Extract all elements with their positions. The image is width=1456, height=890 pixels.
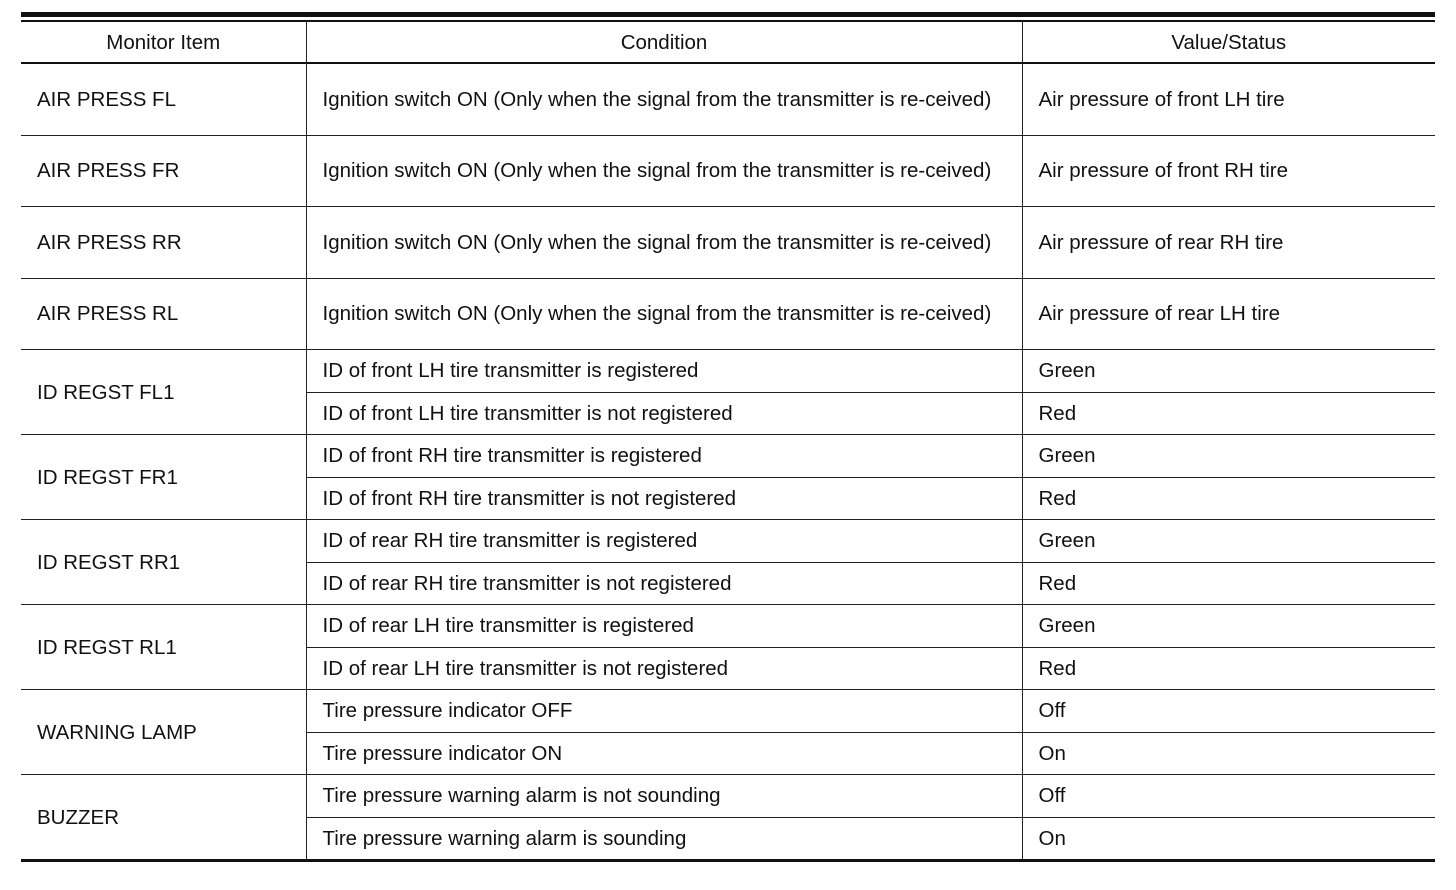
condition-cell: Ignition switch ON (Only when the signal from the transmitter is re-ceived) [306, 63, 1022, 135]
value-status-cell: Air pressure of rear RH tire [1022, 207, 1435, 279]
value-status-cell: Off [1022, 775, 1435, 818]
monitor-item-cell: ID REGST RR1 [21, 520, 306, 605]
table-row [21, 690, 1435, 733]
condition-cell: Ignition switch ON (Only when the signal from the transmitter is re-ceived) [306, 278, 1022, 350]
monitor-item-cell: ID REGST FR1 [21, 435, 306, 520]
value-status-cell: On [1022, 732, 1435, 775]
table-row [21, 63, 1435, 135]
condition-cell: ID of rear RH tire transmitter is registered [306, 520, 1022, 563]
table-row [21, 278, 1435, 350]
table-row [21, 775, 1435, 818]
document-page [21, 12, 1435, 862]
condition-cell: ID of front LH tire transmitter is not registered [306, 392, 1022, 435]
value-status-cell: Air pressure of front LH tire [1022, 63, 1435, 135]
value-status-cell: Red [1022, 477, 1435, 520]
condition-cell: ID of rear LH tire transmitter is registered [306, 605, 1022, 648]
monitor-item-table [21, 20, 1435, 862]
value-status-cell: On [1022, 817, 1435, 861]
monitor-item-cell: ID REGST RL1 [21, 605, 306, 690]
condition-cell: ID of rear LH tire transmitter is not registered [306, 647, 1022, 690]
value-status-cell: Red [1022, 392, 1435, 435]
table-row [21, 135, 1435, 207]
condition-cell: ID of front RH tire transmitter is registered [306, 435, 1022, 478]
monitor-item-cell: BUZZER [21, 775, 306, 861]
table-header-row [21, 21, 1435, 63]
value-status-cell: Air pressure of front RH tire [1022, 135, 1435, 207]
condition-cell: Tire pressure warning alarm is sounding [306, 817, 1022, 861]
monitor-item-cell: AIR PRESS FL [21, 63, 306, 135]
condition-cell: ID of front RH tire transmitter is not registered [306, 477, 1022, 520]
header-monitor-item: Monitor Item [21, 21, 306, 63]
monitor-item-cell: AIR PRESS RL [21, 278, 306, 350]
value-status-cell: Air pressure of rear LH tire [1022, 278, 1435, 350]
header-value-status: Value/Status [1022, 21, 1435, 63]
table-row [21, 435, 1435, 478]
value-status-cell: Green [1022, 350, 1435, 393]
condition-cell: Ignition switch ON (Only when the signal from the transmitter is re-ceived) [306, 135, 1022, 207]
header-condition: Condition [306, 21, 1022, 63]
condition-cell: Tire pressure warning alarm is not sounding [306, 775, 1022, 818]
monitor-item-cell: WARNING LAMP [21, 690, 306, 775]
value-status-cell: Off [1022, 690, 1435, 733]
table-row [21, 350, 1435, 393]
value-status-cell: Green [1022, 435, 1435, 478]
table-row [21, 207, 1435, 279]
table-row [21, 605, 1435, 648]
value-status-cell: Green [1022, 605, 1435, 648]
value-status-cell: Red [1022, 562, 1435, 605]
condition-cell: Tire pressure indicator OFF [306, 690, 1022, 733]
condition-cell: Tire pressure indicator ON [306, 732, 1022, 775]
table-row [21, 520, 1435, 563]
condition-cell: Ignition switch ON (Only when the signal from the transmitter is re-ceived) [306, 207, 1022, 279]
condition-cell: ID of front LH tire transmitter is registered [306, 350, 1022, 393]
monitor-item-cell: AIR PRESS FR [21, 135, 306, 207]
value-status-cell: Green [1022, 520, 1435, 563]
condition-cell: ID of rear RH tire transmitter is not registered [306, 562, 1022, 605]
monitor-item-cell: ID REGST FL1 [21, 350, 306, 435]
monitor-item-cell: AIR PRESS RR [21, 207, 306, 279]
value-status-cell: Red [1022, 647, 1435, 690]
